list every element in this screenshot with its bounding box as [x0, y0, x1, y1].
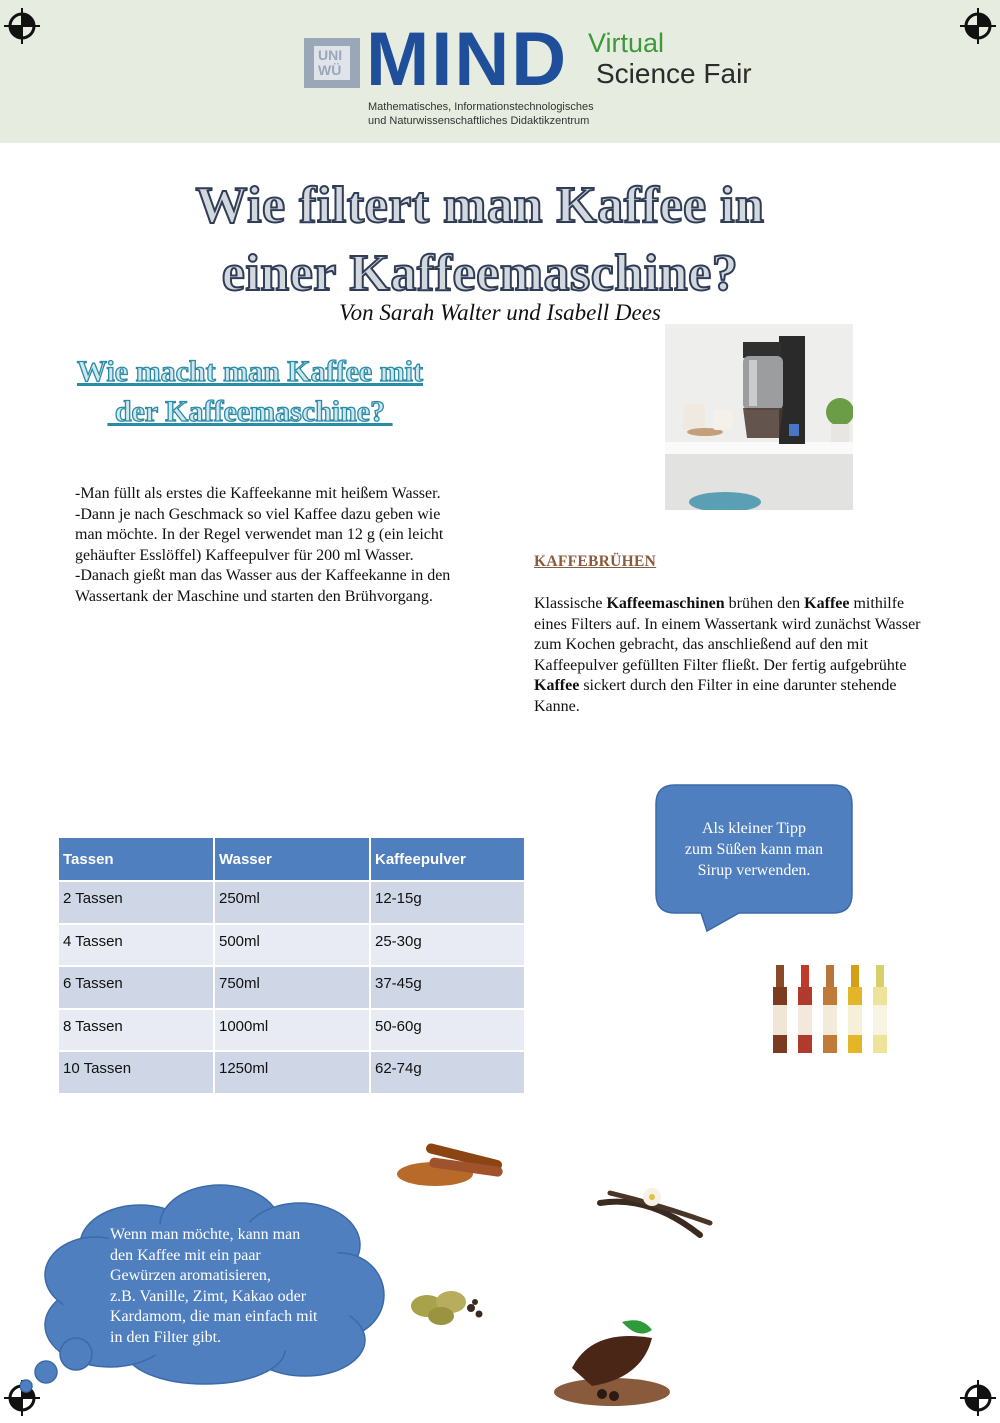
table-header-cell: Kaffeepulver [370, 838, 524, 881]
table-cell: 1250ml [214, 1051, 370, 1094]
table-row [59, 924, 524, 967]
science-fair-label: Science Fair [596, 58, 752, 89]
spices-line: Wenn man möchte, kann man [110, 1226, 301, 1243]
tip-line: zum Süßen kann man [684, 841, 824, 858]
howto-heading-line: Wie macht man Kaffee mit [76, 355, 424, 388]
howto-step: -Man füllt als erstes die Kaffeekanne mit heißem Wasser. [75, 485, 441, 502]
brewing-text-bold: Kaffeemaschinen [606, 595, 725, 612]
howto-step: -Dann je nach Geschmack so viel Kaffee dazu geben wie man möchte. In der Regel verwendet man 12 g (ein leicht gehäufter Esslöffel) Kaffeepulver für 200 ml Wasser. [75, 505, 444, 564]
syrup-bottles-image [768, 965, 894, 1055]
spices-line: Kardamom, die man einfach mit [110, 1308, 318, 1325]
title-line: Wie filtert man Kaffee in [195, 177, 765, 234]
cinnamon-image [395, 1140, 507, 1190]
brewing-text-part: Klassische [534, 595, 607, 612]
table-cell: 50-60g [370, 1009, 524, 1052]
brewing-text-part: brühen den [724, 595, 805, 612]
table-cell: 12-15g [370, 881, 524, 924]
logo-subtitle-line: Mathematisches, Informationstechnologisches [368, 101, 594, 113]
table-row [59, 881, 524, 924]
table-cell: 500ml [214, 924, 370, 967]
spices-line: Gewürzen aromatisieren, [110, 1267, 271, 1284]
tip-text [666, 818, 842, 881]
table-cell: 4 Tassen [59, 924, 214, 967]
page-title [120, 172, 840, 308]
logo-uni-text: UNI [318, 47, 343, 63]
virtual-label: Virtual [588, 28, 665, 58]
table-cell: 2 Tassen [59, 881, 214, 924]
spices-line: z.B. Vanille, Zimt, Kakao oder [110, 1287, 307, 1305]
table-cell: 25-30g [370, 924, 524, 967]
crosshair-icon [2, 6, 42, 46]
crosshair-icon [958, 1378, 998, 1418]
spices-line: den Kaffee mit ein paar [110, 1246, 261, 1264]
table-header-cell: Tassen [59, 838, 214, 881]
table-cell: 1000ml [214, 1009, 370, 1052]
tip-line: Sirup verwenden. [697, 862, 811, 879]
cocoa-image [552, 1308, 672, 1408]
logo-subtitle-line: und Naturwissenschaftliches Didaktikzentrum [368, 115, 590, 127]
table-cell: 10 Tassen [59, 1051, 214, 1094]
howto-steps [75, 484, 465, 607]
table-row [59, 966, 524, 1009]
table-cell: 250ml [214, 881, 370, 924]
spices-text [110, 1225, 340, 1348]
table-row [59, 1009, 524, 1052]
table-cell: 62-74g [370, 1051, 524, 1094]
table-header-row [59, 838, 524, 881]
mind-logo: MIND [366, 17, 569, 102]
howto-heading [50, 352, 450, 432]
brewing-text-part: sickert durch den Filter in eine darunter stehende Kanne. [534, 677, 897, 715]
mind-logo-subtitle [368, 100, 594, 128]
howto-step: -Danach gießt man das Wasser aus der Kaffeekanne in den Wassertank der Maschine und starten den Brühvorgang. [75, 567, 451, 605]
crosshair-icon [958, 6, 998, 46]
table-cell: 750ml [214, 966, 370, 1009]
coffee-machine-photo [665, 324, 853, 510]
brewing-text-bold: Kaffee [534, 677, 580, 694]
table-header-cell: Wasser [214, 838, 370, 881]
title-line: einer Kaffeemaschine? [221, 245, 739, 302]
coffee-ratio-table [59, 838, 524, 1095]
table-row [59, 1051, 524, 1094]
cardamom-image [405, 1282, 495, 1332]
tip-line: Als kleiner Tipp [701, 820, 806, 837]
table-cell: 8 Tassen [59, 1009, 214, 1052]
uni-wuerzburg-logo [304, 38, 360, 88]
vanilla-image [590, 1175, 720, 1255]
brewing-heading: KAFFEBRÜHEN [534, 553, 657, 570]
spices-line: in den Filter gibt. [110, 1328, 222, 1346]
table-cell: 37-45g [370, 966, 524, 1009]
logo-wue-text: WÜ [318, 62, 342, 78]
brewing-text [534, 594, 924, 717]
brewing-text-bold: Kaffee [804, 595, 850, 612]
table-cell: 6 Tassen [59, 966, 214, 1009]
howto-heading-line: der Kaffeemaschine? [107, 395, 393, 428]
authors: Von Sarah Walter und Isabell Dees [339, 300, 661, 325]
brewing-text-part: mithilfe eines Filters auf. In einem Wassertank wird zunächst Wasser zum Kochen gebracht, das anschließend auf den mit Kaffeepulver gefüllten Filter fließt. Der fertig aufgebrühte [534, 595, 921, 674]
